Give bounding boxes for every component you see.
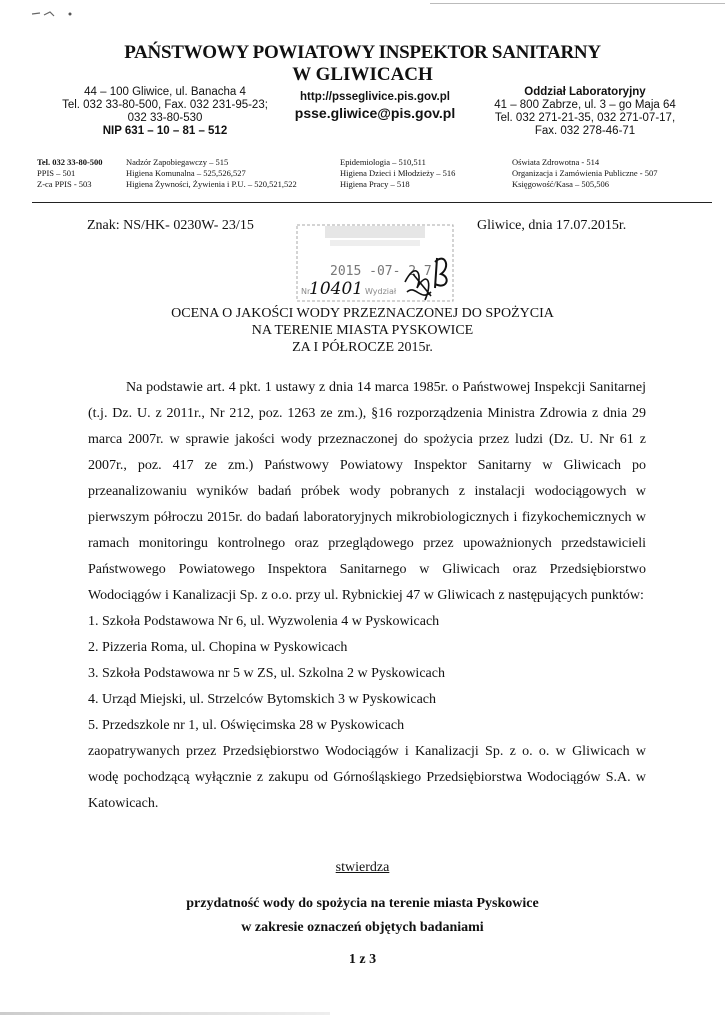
dept-entry: Higiena Dzieci i Młodzieży – 516 bbox=[340, 168, 456, 178]
lab-fax-line: Fax. 032 278-46-71 bbox=[534, 125, 636, 137]
dept-entry: Epidemiologia – 510,511 bbox=[340, 157, 426, 167]
closing-paragraph: zaopatrywanych przez Przedsiębiorstwo Wodociągów i Kanalizacji Sp. z o. o. w Gliwicach w wodę pochodzącą wyłącznie z zakupu od Górnośląskiego Przedsiębiorstwa Wodociągów S.A. w Katowicach. bbox=[88, 744, 646, 811]
document-date: Gliwice, dnia 17.07.2015r. bbox=[477, 218, 627, 233]
dept-entry: Księgowość/Kasa – 505,506 bbox=[512, 179, 610, 189]
org-city: W GLIWICACH bbox=[292, 64, 433, 85]
org-name: PAŃSTWOWY POWIATOWY INSPEKTOR SANITARNY bbox=[124, 42, 601, 63]
email-link[interactable]: psse.gliwice@pis.gov.pl bbox=[294, 105, 456, 121]
dept-entry: Nadzór Zapobiegawczy – 515 bbox=[126, 157, 229, 167]
subject-line: NA TERENIE MIASTA PYSKOWICE bbox=[251, 323, 474, 338]
body-text bbox=[88, 375, 646, 817]
scan-edge-line bbox=[430, 3, 725, 4]
scan-edge-shadow bbox=[0, 1012, 330, 1015]
receipt-stamp bbox=[295, 222, 457, 308]
department-list-2 bbox=[126, 157, 297, 190]
lab-address-line: 41 – 800 Zabrze, ul. 3 – go Maja 64 bbox=[494, 99, 676, 111]
intro-paragraph: Na podstawie art. 4 pkt. 1 ustawy z dnia 14 marca 1985r. o Państwowej Inspekcji Sanitarnej (t.j. Dz. U. z 2011r., Nr 212, poz. 1263 ze zm.), §16 rozporządzenia Ministra Zdrowia z dnia 29 marca 2007r. w sprawie jakości wody przeznaczonej do spożycia przez ludzi (Dz. U. Nr 61 z 2007r., poz. 417 ze zm.) Państwowy Powiatowy Inspektor Sanitarny w Gliwicach po przeanalizowaniu wyników badań próbek wody pobranych z instalacji wodociągowych w pierwszym półroczu 2015r. do badań laboratoryjnych mikrobiologicznych i fizykochemicznych w ramach monitoringu kontrolnego oraz przeglądowego przez upoważnionych przedstawicieli Państwowego Powiatowego Inspektora Sanitarnego w Gliwicach oraz Przedsiębiorstwo Wodociągów i Kanalizacji Sp. z o.o. przy ul. Rybnickiej 47 w Gliwicach z następujących punktów: bbox=[88, 380, 646, 603]
nip-line: NIP 631 – 10 – 81 – 512 bbox=[102, 125, 228, 137]
document-subject bbox=[0, 305, 725, 356]
lab-address bbox=[470, 86, 700, 138]
stamp-handwritten-number: 10401 bbox=[309, 279, 364, 299]
dept-entry: Z-ca PPIS - 503 bbox=[37, 179, 92, 189]
sampling-point: 5. Przedszkole nr 1, ul. Oświęcimska 28 w Pyskowicach bbox=[88, 718, 405, 733]
lab-title: Oddział Laboratoryjny bbox=[524, 86, 646, 98]
lab-phone-line: Tel. 032 271-21-35, 032 271-07-17, bbox=[494, 112, 676, 124]
dept-entry: PPIS – 501 bbox=[37, 168, 76, 178]
department-list-3 bbox=[340, 157, 455, 190]
subject-line: ZA I PÓŁROCZE 2015r. bbox=[292, 340, 433, 355]
web-contact bbox=[280, 90, 470, 122]
department-list-4 bbox=[512, 157, 657, 190]
office-address bbox=[45, 86, 285, 138]
page-number: 1 z 3 bbox=[348, 952, 377, 967]
stamp-date: 2015 -07- 2 7 bbox=[330, 264, 432, 279]
handwritten-letter-b bbox=[435, 258, 447, 288]
address-line: 44 – 100 Gliwice, ul. Banacha 4 bbox=[84, 86, 246, 98]
finding-scope: w zakresie oznaczeń objętych badaniami bbox=[241, 920, 484, 935]
website-link[interactable]: http://psseglivice.pis.gov.pl bbox=[300, 91, 450, 103]
finding-statement: przydatność wody do spożycia na terenie miasta Pyskowice bbox=[186, 896, 539, 911]
sampling-point: 2. Pizzeria Roma, ul. Chopina w Pyskowicach bbox=[88, 640, 348, 655]
dept-entry: Higiena Żywności, Żywienia i P.U. – 520,521,522 bbox=[126, 179, 297, 189]
header-divider bbox=[32, 202, 712, 203]
dept-entry: Tel. 032 33-80-500 bbox=[37, 157, 103, 167]
sampling-point: 1. Szkoła Podstawowa Nr 6, ul. Wyzwolenia 4 w Pyskowicach bbox=[88, 614, 440, 629]
phone-line: Tel. 032 33-80-500, Fax. 032 231-95-23; bbox=[62, 99, 268, 111]
sampling-point: 4. Urząd Miejski, ul. Strzelców Bytomskich 3 w Pyskowicach bbox=[88, 692, 437, 707]
sampling-point: 3. Szkoła Podstawowa nr 5 w ZS, ul. Szkolna 2 w Pyskowicach bbox=[88, 666, 445, 681]
phone-line-2: 032 33-80-530 bbox=[127, 112, 203, 124]
stamp-dept-label: Wydział bbox=[365, 287, 397, 296]
dept-entry: Higiena Pracy – 518 bbox=[340, 179, 410, 189]
dept-entry: Oświata Zdrowotna - 514 bbox=[512, 157, 600, 167]
subject-line: OCENA O JAKOŚCI WODY PRZEZNACZONEJ DO SPOŻYCIA bbox=[171, 306, 554, 321]
reference-number: Znak: NS/HK- 0230W- 23/15 bbox=[87, 218, 254, 233]
scan-artifact-mark bbox=[30, 10, 80, 18]
dept-entry: Higiena Komunalna – 525,526,527 bbox=[126, 168, 246, 178]
stamp-nr-label: Nr bbox=[301, 287, 311, 296]
department-list-1 bbox=[37, 157, 103, 190]
dept-entry: Organizacja i Zamówienia Publiczne - 507 bbox=[512, 168, 658, 178]
finding-label: stwierdza bbox=[335, 860, 390, 875]
